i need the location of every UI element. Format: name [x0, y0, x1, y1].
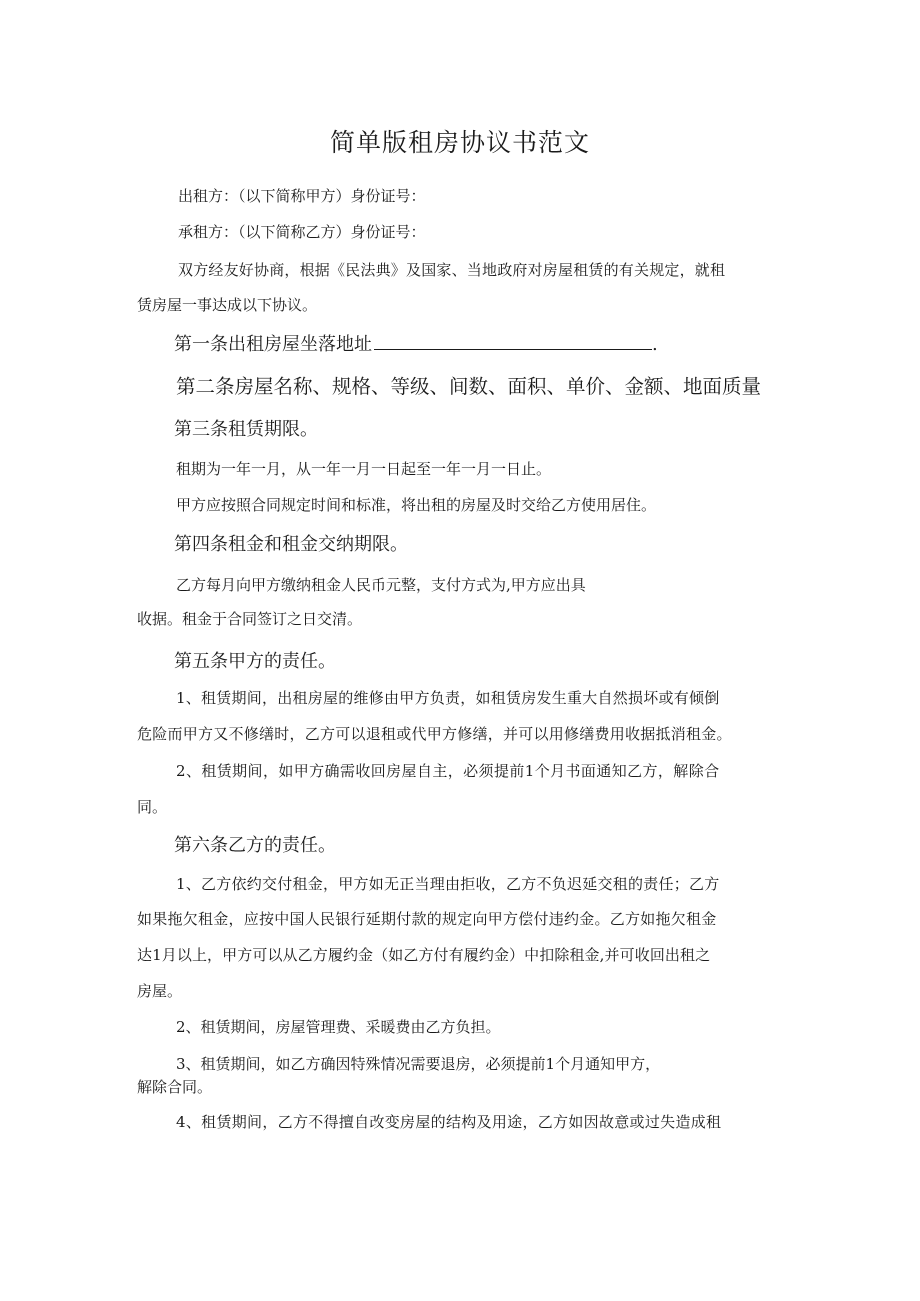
- article-4-heading: 第四条租金和租金交纳期限。: [174, 534, 408, 555]
- lessee-line: 承租方：（以下简称乙方）身份证号：: [178, 223, 426, 241]
- article-6-item-1-line-4: 房屋。: [137, 982, 183, 1000]
- article-5-heading: 第五条甲方的责任。: [174, 651, 336, 672]
- article-6-item-1-line-3: 达1月以上，甲方可以从乙方履约金（如乙方付有履约金）中扣除租金,并可收回出租之: [137, 946, 711, 964]
- article-4-line-2: 收据。租金于合同签订之日交清。: [137, 610, 363, 628]
- article-1-suffix: .: [652, 334, 658, 355]
- article-5-item-1-line-2: 危险而甲方又不修缮时，乙方可以退租或代甲方修缮，并可以用修缮费用收据抵消租金。: [137, 725, 732, 743]
- article-6-item-1-line-1: 1、乙方依约交付租金，甲方如无正当理由拒收，乙方不负迟延交租的责任；乙方: [176, 875, 720, 893]
- article-5-item-1-line-1: 1、租赁期间，出租房屋的维修由甲方负责，如租赁房发生重大自然损坏或有倾倒: [176, 689, 720, 707]
- article-5-item-2-line-2: 同。: [137, 798, 168, 816]
- document-title: 简单版租房协议书范文: [329, 128, 590, 157]
- article-6-item-4-line-1: 4、租赁期间，乙方不得擅自改变房屋的结构及用途，乙方如因故意或过失造成租: [176, 1113, 722, 1131]
- article-3-paragraph-1: 租期为一年一月，从一年一月一日起至一年一月一日止。: [176, 460, 552, 478]
- article-5-item-2-line-1: 2、租赁期间，如甲方确需收回房屋自主，必须提前1个月书面通知乙方，解除合: [176, 762, 720, 780]
- intro-line-1: 双方经友好协商，根据《民法典》及国家、当地政府对房屋租赁的有关规定，就租: [178, 261, 726, 279]
- article-4-line-1: 乙方每月向甲方缴纳租金人民币元整，支付方式为,甲方应出具: [176, 576, 586, 594]
- article-2-heading: 第二条房屋名称、规格、等级、间数、面积、单价、金额、地面质量: [176, 375, 762, 398]
- article-6-item-3-line-2: 解除合同。: [137, 1078, 213, 1096]
- intro-line-2: 赁房屋一事达成以下协议。: [137, 296, 318, 314]
- lessor-line: 出租方：（以下简称甲方）身份证号：: [178, 187, 426, 205]
- article-6-item-2: 2、租赁期间，房屋管理费、采暖费由乙方负担。: [176, 1018, 501, 1036]
- article-1-heading: [174, 333, 658, 357]
- address-blank-line: [374, 335, 652, 350]
- article-6-item-1-line-2: 如果拖欠租金，应按中国人民银行延期付款的规定向甲方偿付违约金。乙方如拖欠租金: [137, 910, 717, 928]
- article-1-heading-text: 第一条出租房屋坐落地址: [174, 334, 372, 355]
- article-6-heading: 第六条乙方的责任。: [174, 835, 336, 856]
- article-3-paragraph-2: 甲方应按照合同规定时间和标准，将出租的房屋及时交给乙方使用居住。: [176, 496, 657, 514]
- article-6-item-3-line-1: 3、租赁期间，如乙方确因特殊情况需要退房，必须提前1个月通知甲方，: [176, 1055, 661, 1073]
- article-3-heading: 第三条租赁期限。: [174, 419, 318, 440]
